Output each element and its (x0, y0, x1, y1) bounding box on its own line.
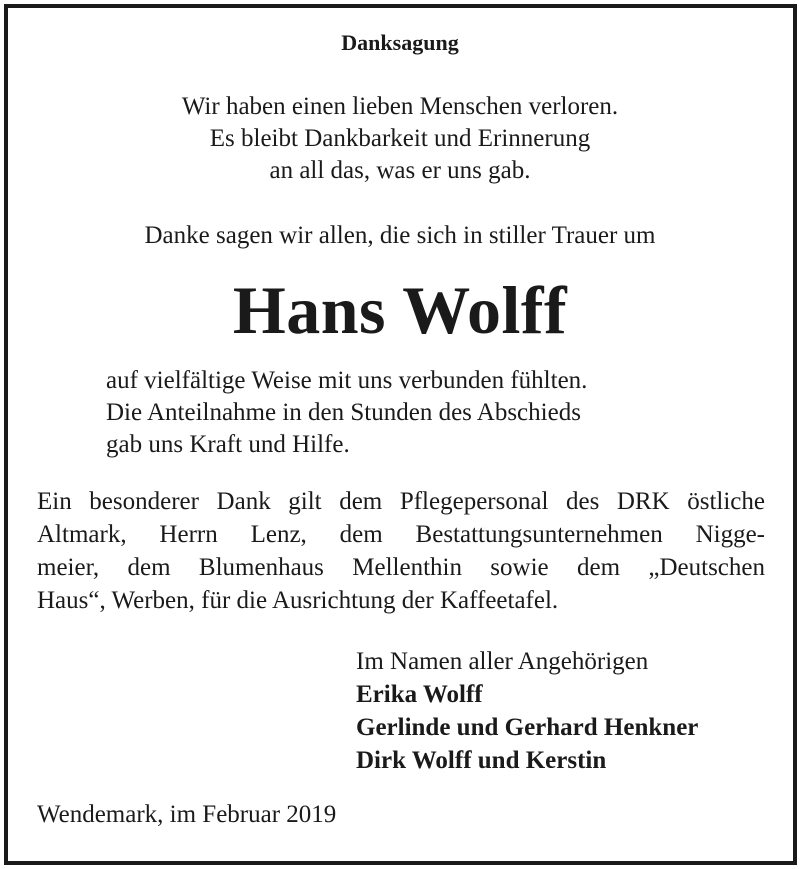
signature-name: Dirk Wolff und Kerstin (356, 747, 607, 774)
paragraph-line: auf vielfältige Weise mit uns verbunden fühlten. (106, 367, 588, 394)
signature-name: Gerlinde und Gerhard Henkner (356, 714, 699, 741)
verse-line: Es bleibt Dankbarkeit und Erinnerung (209, 125, 591, 152)
paragraph-line: gab uns Kraft und Hilfe. (106, 431, 350, 458)
paragraph-line: meier, dem Blumenhaus Mellenthin sowie dem „Deutschen (37, 554, 765, 581)
verse-line: Wir haben einen lieben Menschen verloren. (181, 93, 619, 120)
paragraph-line: Die Anteilnahme in den Stunden des Abschieds (106, 399, 581, 426)
signature-name: Erika Wolff (356, 681, 483, 708)
deceased-name: Hans Wolff (232, 272, 568, 348)
paragraph-line: Haus“, Werben, für die Ausrichtung der Kaffeetafel. (37, 587, 559, 614)
notice-heading: Danksagung (341, 30, 459, 55)
verse (0, 91, 800, 187)
verse-line: an all das, was er uns gab. (269, 157, 531, 184)
signature-block (356, 645, 698, 777)
thanks-line: Danke sagen wir allen, die sich in stiller Trauer um (144, 222, 656, 249)
place-date: Wendemark, im Februar 2019 (37, 801, 337, 828)
signature-intro: Im Namen aller Angehörigen (356, 648, 649, 675)
paragraph-1 (106, 365, 587, 461)
paragraph-2 (37, 485, 765, 617)
paragraph-line: Ein besonderer Dank gilt dem Pflegepersonal des DRK östliche (37, 488, 765, 515)
paragraph-line: Altmark, Herrn Lenz, dem Bestattungsunternehmen Nigge- (37, 521, 765, 548)
